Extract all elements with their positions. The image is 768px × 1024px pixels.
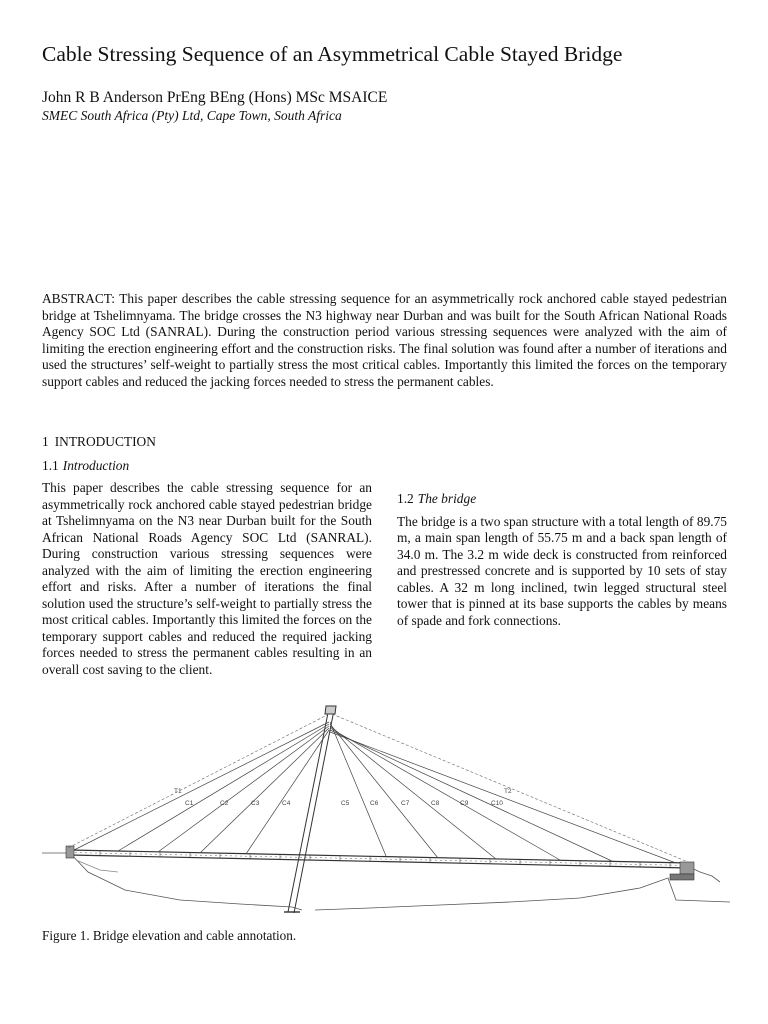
author-line: John R B Anderson PrEng BEng (Hons) MSc MSAICE: [42, 89, 388, 106]
label-t1: T1: [174, 788, 182, 795]
subsection-heading-the-bridge: [397, 491, 727, 508]
subsection-title: Introduction: [62, 457, 130, 473]
label-t2: T2: [504, 788, 512, 795]
stay-cables: [74, 722, 676, 863]
introduction-paragraph: This paper describes the cable stressing sequence for an asymmetrically rock anchored cable stayed pedestrian bridge at Tshelimnyama on the N3 near Durban built for the South African National Roads Agency SOC Ltd (SANRAL). During construction various stressing sequences were analyzed with the aim of limiting the erection engineering effort and risks. After a number of iterations the final solution used the structure’s self-weight to partially stress the most critical cables. Importantly this limited the forces on the temporary support cables and reduced the required jacking forces needed to stress the permanent cables resulting in an overall cost saving to the client.: [42, 480, 372, 677]
label-c9: C9: [460, 800, 469, 807]
label-c6: C6: [370, 800, 379, 807]
abutments: [66, 846, 694, 880]
left-column: [42, 434, 372, 678]
label-c5: C5: [341, 800, 350, 807]
paper-title: Cable Stressing Sequence of an Asymmetrical Cable Stayed Bridge: [42, 42, 623, 66]
subsection-title: The bridge: [417, 491, 477, 506]
figure-caption: Figure 1. Bridge elevation and cable annotation.: [42, 928, 297, 943]
right-column: [397, 434, 727, 629]
label-c8: C8: [431, 800, 440, 807]
label-c7: C7: [401, 800, 410, 807]
tower: [284, 706, 336, 913]
abstract: ABSTRACT: This paper describes the cable stressing sequence for an asymmetrically rock anchored cable stayed pedestrian bridge at Tshelimnyama. The bridge crosses the N3 highway near Durban and was built for the South African National Roads Agency SOC Ltd (SANRAL). During the construction period various stressing sequences were analyzed with the aim of limiting the erection engineering effort and the construction risks. The final solution was found after a number of iterations and used the structures’ self-weight to partially stress the most critical cables. Importantly this limited the forces on the temporary support cables and reduced the jacking forces needed to stress the permanent cables.: [42, 291, 727, 389]
bridge-paragraph: The bridge is a two span structure with a total length of 89.75 m, a main span length of 55.75 m and a back span length of 34.0 m. The 3.2 m wide deck is constructed from reinforced and prestressed concrete and is supported by 10 sets of stay cables. A 32 m long inclined, twin legged structural steel tower that is pinned at its base supports the cables by means of spade and fork connections.: [397, 513, 727, 628]
subsection-heading-introduction: [42, 458, 372, 475]
section-number: 1: [42, 434, 49, 449]
bridge-elevation-figure: [40, 700, 730, 922]
deck: [70, 850, 690, 868]
label-c2: C2: [220, 800, 229, 807]
section-title: INTRODUCTION: [54, 434, 156, 449]
subsection-number: 1.1: [42, 457, 59, 473]
bridge-elevation-drawing: [40, 700, 730, 922]
label-c4: C4: [282, 800, 291, 807]
label-c1: C1: [185, 800, 194, 807]
label-c3: C3: [251, 800, 260, 807]
temporary-cables: [68, 714, 688, 862]
subsection-number: 1.2: [397, 491, 414, 506]
affiliation-line: SMEC South Africa (Pty) Ltd, Cape Town, South Africa: [42, 108, 342, 123]
label-c10: C10: [491, 800, 503, 807]
section-heading-introduction: [42, 434, 372, 451]
